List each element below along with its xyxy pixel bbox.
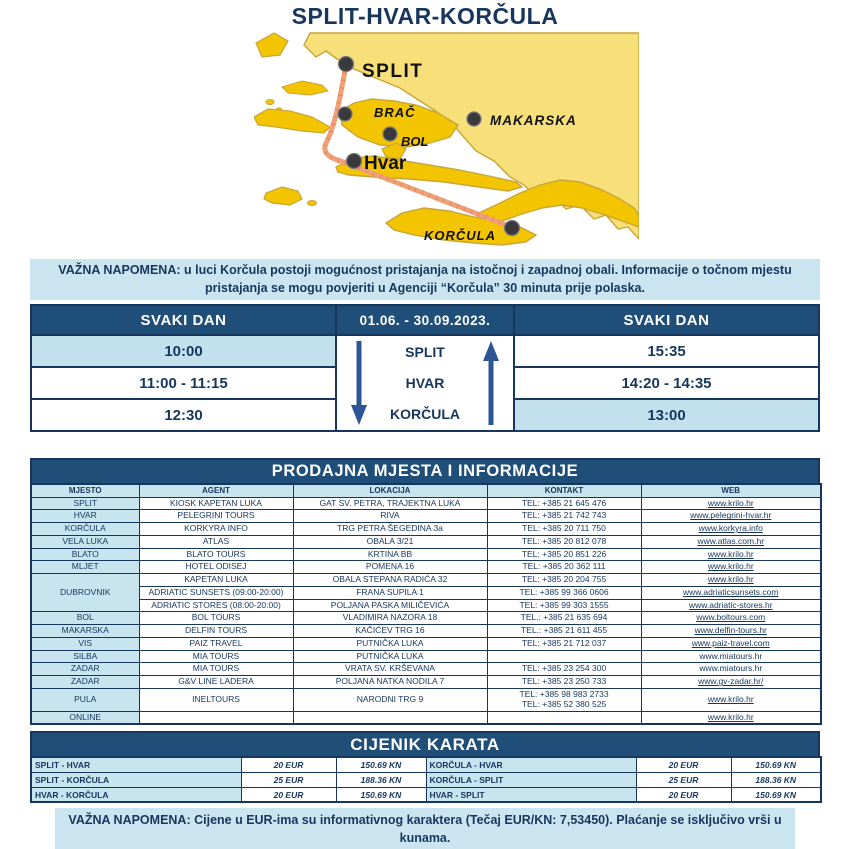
cell-agent: PELEGRINI TOURS xyxy=(139,510,293,523)
map-island-vis xyxy=(264,187,302,205)
cell-web xyxy=(641,535,821,548)
phone-line: TEL: +385 99 303 1555 xyxy=(519,599,609,610)
map-label-hvar: Hvar xyxy=(363,153,406,174)
web-link[interactable]: www.adriaticsunsets.com xyxy=(683,586,779,597)
cell-web xyxy=(641,637,821,650)
station-hvar: HVAR xyxy=(405,374,445,391)
phone-line: TEL.: +385 21 611 455 xyxy=(520,625,608,636)
eur-cell: 20 EUR xyxy=(636,757,731,772)
departure-timetable xyxy=(30,304,820,432)
port-dot-korcula xyxy=(504,221,519,236)
cell-lokacija: POLJANA NATKA NODILA 7 xyxy=(293,676,487,689)
cell-agent: G&V LINE LADERA xyxy=(139,676,293,689)
cell-agent: MIA TOURS xyxy=(139,663,293,676)
cell-lokacija: POMENA 16 xyxy=(293,561,487,574)
route-cell: SPLIT - KORČULA xyxy=(31,772,241,787)
table-row xyxy=(31,510,821,523)
prices-section xyxy=(30,731,820,803)
map-islet xyxy=(266,100,274,105)
cell-mjesto: VELA LUKA xyxy=(31,535,139,548)
cell-mjesto: MLJET xyxy=(31,561,139,574)
port-dot-hvar xyxy=(346,154,361,169)
port-dot-bol xyxy=(383,127,397,141)
phone-line: TEL: +385 52 380 525 xyxy=(521,698,607,709)
table-row xyxy=(31,548,821,561)
web-link[interactable]: www.krilo.hr xyxy=(707,711,754,722)
table-row xyxy=(31,663,821,676)
table-row xyxy=(31,650,821,663)
cell-agent: MIA TOURS xyxy=(139,650,293,663)
phone-line: TEL: +385 20 812 078 xyxy=(521,535,607,546)
cell-agent: ADRIATIC STORES (08:00-20:00) xyxy=(139,599,293,612)
cell-agent: BLATO TOURS xyxy=(139,548,293,561)
route-cell: KORČULA - SPLIT xyxy=(426,772,636,787)
cell-web xyxy=(641,663,821,676)
cell-web xyxy=(641,625,821,638)
prices-table xyxy=(30,756,822,803)
map-island-solta xyxy=(254,109,330,133)
cell-mjesto: ZADAR xyxy=(31,663,139,676)
cell-lokacija: PUTNIČKA LUKA xyxy=(293,637,487,650)
cell-mjesto: VIS xyxy=(31,637,139,650)
table-row xyxy=(31,561,821,574)
cell-kontakt xyxy=(487,637,641,650)
map-islet xyxy=(282,81,328,95)
tt-left-1: 11:00 - 11:15 xyxy=(32,366,335,398)
cell-mjesto: ZADAR xyxy=(31,676,139,689)
web-link[interactable]: www.paiz-travel.com xyxy=(691,637,770,648)
sales-table xyxy=(30,483,822,725)
cell-mjesto: SILBA xyxy=(31,650,139,663)
kn-cell: 150.69 KN xyxy=(336,787,426,802)
cell-lokacija: POLJANA PASKA MILIČEVIĆA xyxy=(293,599,487,612)
cell-web xyxy=(641,586,821,599)
cell-agent: DELFIN TOURS xyxy=(139,625,293,638)
cell-lokacija: KAČIĆEV TRG 16 xyxy=(293,625,487,638)
phone-line: TEL: +385 20 362 111 xyxy=(522,561,606,572)
col-header-agent: AGENT xyxy=(139,484,293,497)
port-dot-split xyxy=(338,57,353,72)
cell-agent: INELTOURS xyxy=(139,688,293,711)
table-row xyxy=(31,637,821,650)
table-row xyxy=(31,586,821,599)
cell-web xyxy=(641,510,821,523)
cell-web xyxy=(641,497,821,510)
station-split: SPLIT xyxy=(405,343,445,360)
price-row xyxy=(31,787,821,802)
eur-cell: 20 EUR xyxy=(636,787,731,802)
cell-kontakt xyxy=(487,612,641,625)
cell-kontakt xyxy=(487,625,641,638)
cell-agent: KORKYRA INFO xyxy=(139,523,293,536)
route-map xyxy=(254,31,639,253)
cell-kontakt xyxy=(487,574,641,587)
eur-cell: 20 EUR xyxy=(241,787,336,802)
web-link[interactable]: www.krilo.hr xyxy=(707,548,754,559)
tt-left-2: 12:30 xyxy=(32,398,335,430)
table-row xyxy=(31,599,821,612)
web-link[interactable]: www.boltours.com xyxy=(696,612,766,623)
cell-kontakt xyxy=(487,650,641,663)
cell-web xyxy=(641,523,821,536)
cell-lokacija: OBALA STEPANA RADIĆA 32 xyxy=(293,574,487,587)
cell-kontakt xyxy=(487,497,641,510)
kn-cell: 150.69 KN xyxy=(731,787,821,802)
prices-title: CIJENIK KARATA xyxy=(30,731,820,756)
cell-agent: KAPETAN LUKA xyxy=(139,574,293,587)
col-header-lokacija: LOKACIJA xyxy=(293,484,487,497)
phone-line: TEL.: +385 21 635 694 xyxy=(520,612,608,623)
web-link[interactable]: www.atlas.com.hr xyxy=(697,535,765,546)
page-title: SPLIT-HVAR-KORČULA xyxy=(291,3,559,29)
route-cell: HVAR - SPLIT xyxy=(426,787,636,802)
web-link[interactable]: www.miatours.hr xyxy=(699,663,763,674)
cell-web xyxy=(641,561,821,574)
timetable-right-header: SVAKI DAN xyxy=(515,306,818,334)
port-dot-brac xyxy=(338,107,352,121)
cell-web xyxy=(641,612,821,625)
cell-lokacija: OBALA 3/21 xyxy=(293,535,487,548)
important-notice-bottom: VAŽNA NAPOMENA: Cijene u EUR-ima su informativnog karaktera (Tečaj EUR/KN: 7,53450). Plaćanje se isključivo vrši u kunama. xyxy=(55,808,795,849)
table-row xyxy=(31,711,821,724)
route-cell: SPLIT - HVAR xyxy=(31,757,241,772)
table-row xyxy=(31,574,821,587)
cell-agent: ADRIATIC SUNSETS (09:00-20:00) xyxy=(139,586,293,599)
sales-title: PRODAJNA MJESTA I INFORMACIJE xyxy=(30,458,820,483)
important-notice-top: VAŽNA NAPOMENA: u luci Korčula postoji mogućnost pristajanja na istočnoj i zapadnoj obali. Informacije o točnom mjestu pristajanja se mogu povjeriti u Agenciji “Korčula” 30 minuta prije polaska. xyxy=(30,259,820,300)
col-header-web: WEB xyxy=(641,484,821,497)
cell-mjesto: SPLIT xyxy=(31,497,139,510)
cell-agent: KIOSK KAPETAN LUKA xyxy=(139,497,293,510)
eur-cell: 25 EUR xyxy=(636,772,731,787)
price-row xyxy=(31,757,821,772)
cell-lokacija: KRTINA BB xyxy=(293,548,487,561)
web-link[interactable]: www.krilo.hr xyxy=(707,574,754,585)
cell-mjesto: ONLINE xyxy=(31,711,139,724)
web-link[interactable]: www.adriatic-stores.hr xyxy=(688,599,773,610)
map-label-bol: BOL xyxy=(400,134,428,149)
map-label-brac: BRAČ xyxy=(373,105,416,120)
sales-section xyxy=(30,458,820,725)
cell-lokacija xyxy=(293,711,487,724)
phone-line: TEL: +385 23 250 733 xyxy=(521,676,607,687)
arrow-up-icon xyxy=(483,341,499,425)
cell-kontakt xyxy=(487,586,641,599)
sales-header-row xyxy=(31,484,821,497)
station-korcula: KORČULA xyxy=(390,406,460,423)
web-link[interactable]: www.krilo.hr xyxy=(707,693,754,704)
price-row xyxy=(31,772,821,787)
cell-lokacija: RIVA xyxy=(293,510,487,523)
phone-line: TEL: +385 21 742 743 xyxy=(521,510,607,521)
phone-line: TEL: +385 21 645 476 xyxy=(521,497,607,508)
col-header-kontakt: KONTAKT xyxy=(487,484,641,497)
map-label-split: SPLIT xyxy=(361,61,423,82)
web-link[interactable]: www.miatours.hr xyxy=(699,650,763,661)
cell-lokacija: FRANA SUPILA 1 xyxy=(293,586,487,599)
web-link[interactable]: www.pelegrini-hvar.hr xyxy=(690,510,772,521)
map-label-makarska: MAKARSKA xyxy=(489,113,577,128)
table-row xyxy=(31,535,821,548)
cell-lokacija: VRATA SV. KRŠEVANA xyxy=(293,663,487,676)
table-row xyxy=(31,612,821,625)
phone-line: TEL: +385 98 983 2733 xyxy=(519,688,609,699)
tt-right-0: 15:35 xyxy=(515,334,818,366)
cell-mjesto: MAKARSKA xyxy=(31,625,139,638)
cell-lokacija: TRG PETRA ŠEGEDINA 3a xyxy=(293,523,487,536)
cell-web xyxy=(641,548,821,561)
cell-lokacija: GAT SV. PETRA, TRAJEKTNA LUKA xyxy=(293,497,487,510)
web-link[interactable]: www.korkyra.info xyxy=(698,523,763,534)
kn-cell: 150.69 KN xyxy=(336,757,426,772)
web-link[interactable]: www.delfin-tours.hr xyxy=(694,625,767,636)
map-coast-piece xyxy=(256,33,288,57)
eur-cell: 20 EUR xyxy=(241,757,336,772)
cell-lokacija: PUTNIČKA LUKA xyxy=(293,650,487,663)
cell-kontakt xyxy=(487,535,641,548)
map-islet xyxy=(307,201,316,206)
cell-mjesto: DUBROVNIK xyxy=(31,574,139,612)
phone-line: TEL: +385 20 204 755 xyxy=(521,574,607,585)
cell-mjesto: HVAR xyxy=(31,510,139,523)
kn-cell: 188.36 KN xyxy=(731,772,821,787)
phone-line: TEL: +385 23 254 300 xyxy=(521,663,607,674)
table-row xyxy=(31,676,821,689)
kn-cell: 188.36 KN xyxy=(336,772,426,787)
cell-web xyxy=(641,574,821,587)
cell-lokacija: NARODNI TRG 9 xyxy=(293,688,487,711)
cell-web xyxy=(641,688,821,711)
cell-mjesto: KORČULA xyxy=(31,523,139,536)
cell-kontakt xyxy=(487,548,641,561)
phone-line: TEL: +385 99 366 0606 xyxy=(519,586,609,597)
table-row xyxy=(31,688,821,711)
map-label-korcula: KORČULA xyxy=(423,228,496,243)
cell-kontakt xyxy=(487,599,641,612)
cell-web xyxy=(641,676,821,689)
table-row xyxy=(31,497,821,510)
route-map-svg xyxy=(254,31,639,253)
route-cell: HVAR - KORČULA xyxy=(31,787,241,802)
cell-mjesto: BOL xyxy=(31,612,139,625)
cell-kontakt xyxy=(487,561,641,574)
arrow-down-icon xyxy=(351,341,367,425)
table-row xyxy=(31,523,821,536)
kn-cell: 150.69 KN xyxy=(731,757,821,772)
web-link[interactable]: www.krilo.hr xyxy=(707,561,754,572)
cell-agent: HOTEL ODISEJ xyxy=(139,561,293,574)
phone-line: TEL: +385 20 711 750 xyxy=(522,523,606,534)
cell-kontakt xyxy=(487,523,641,536)
cell-agent: PAIZ TRAVEL xyxy=(139,637,293,650)
cell-agent: BOL TOURS xyxy=(139,612,293,625)
route-cell: KORČULA - HVAR xyxy=(426,757,636,772)
cell-kontakt xyxy=(487,711,641,724)
table-row xyxy=(31,625,821,638)
cell-mjesto: PULA xyxy=(31,688,139,711)
port-dot-makarska xyxy=(467,112,481,126)
timetable-left-header: SVAKI DAN xyxy=(32,306,335,334)
cell-lokacija: VLADIMIRA NAZORA 18 xyxy=(293,612,487,625)
web-link[interactable]: www.gv-zadar.hr/ xyxy=(698,676,764,687)
phone-line: TEL: +385 21 712 037 xyxy=(521,637,607,648)
eur-cell: 25 EUR xyxy=(241,772,336,787)
web-link[interactable]: www.krilo.hr xyxy=(707,497,754,508)
cell-web xyxy=(641,599,821,612)
timetable-stations xyxy=(335,334,515,430)
cell-agent xyxy=(139,711,293,724)
tt-right-2: 13:00 xyxy=(515,398,818,430)
cell-kontakt xyxy=(487,510,641,523)
tt-right-1: 14:20 - 14:35 xyxy=(515,366,818,398)
phone-line: TEL: +385 20 851 226 xyxy=(521,548,607,559)
cell-web xyxy=(641,711,821,724)
tt-left-0: 10:00 xyxy=(32,334,335,366)
cell-kontakt xyxy=(487,676,641,689)
cell-mjesto: BLATO xyxy=(31,548,139,561)
col-header-mjesto: MJESTO xyxy=(31,484,139,497)
cell-kontakt xyxy=(487,663,641,676)
cell-agent: ATLAS xyxy=(139,535,293,548)
timetable-period: 01.06. - 30.09.2023. xyxy=(335,306,515,334)
cell-web xyxy=(641,650,821,663)
cell-kontakt xyxy=(487,688,641,711)
